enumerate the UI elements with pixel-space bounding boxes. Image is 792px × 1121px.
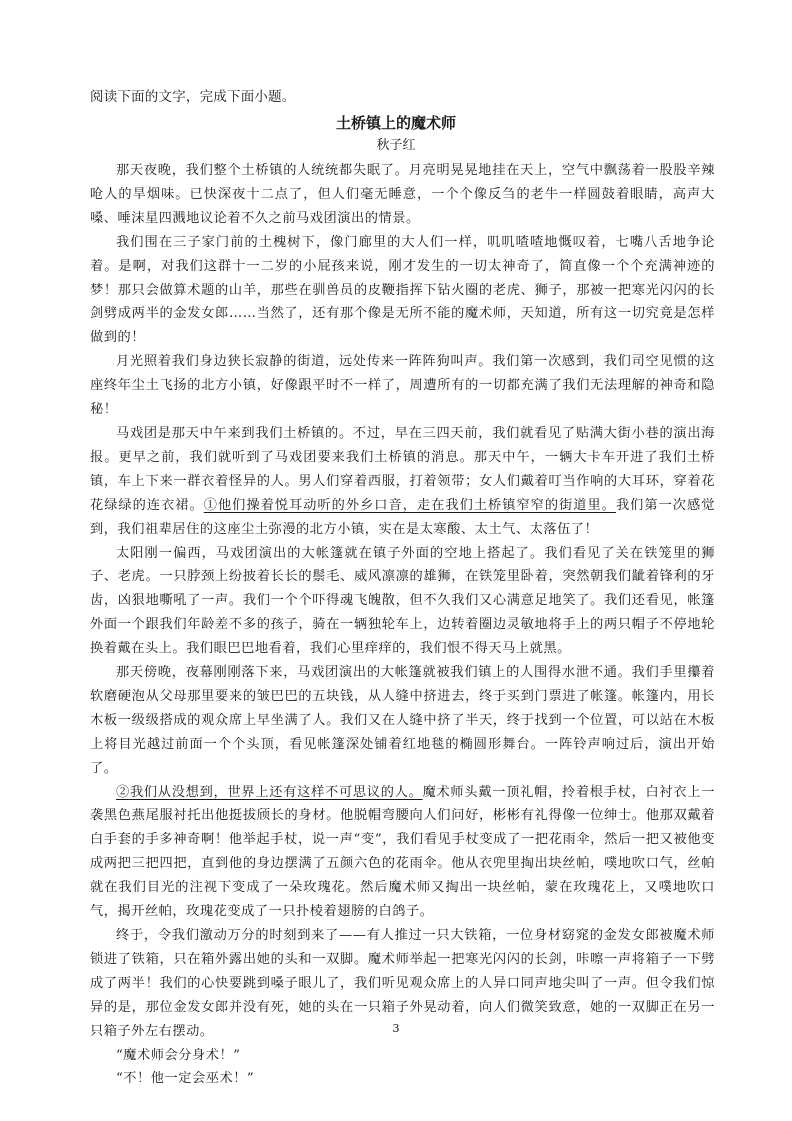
- paragraph-8: 终于，令我们激动万分的时刻到来了——有人推过一只大铁箱，一位身材窈窕的金发女郎被魔术师锁进了铁箱，只在箱外露出她的头和一双脚。魔术师举起一把寒光闪闪的长剑，咔嚓一声将箱子一下劈成了两半！我们的心快要跳到嗓子眼儿了，我们听见观众席上的人异口同声地尖叫了一声。但令我们惊异的是，那位金发女郎并没有死，她的头在一只箱子外晃动着，向人们微笑致意，她的一双脚正在另一只箱子外左右摆动。: [90, 928, 715, 1039]
- paragraph-5: 太阳刚一偏西，马戏团演出的大帐篷就在镇子外面的空地上搭起了。我们看见了关在铁笼里的狮子、老虎。一只脖颈上纷披着长长的鬃毛、威风凛凛的雄狮，在铁笼里卧着，突然朝我们龇着锋利的牙齿，凶狠地嘶吼了一声。我们一个个吓得魂飞魄散，但不久我们又心满意足地笑了。我们还看见，帐篷外面一个跟我们年龄差不多的孩子，骑在一辆独轮车上，边转着圈边灵敏地将手上的两只帽子不停地轮换着戴在头上。我们眼巴巴地看着，我们心里痒痒的，我们恨不得天马上就黑。: [90, 545, 715, 657]
- paragraph-7-text-after: 魔术师头戴一顶礼帽，拎着根手杖，白衬衣上一袭黑色燕尾服衬托出他挺拔颀长的身材。他脱帽弯腰向人们问好，彬彬有礼得像一位绅士。他那双戴着白手套的手多神奇啊！他举起手杖，说一声“变”，我们看见手杖变成了一把花雨伞，然后一把又被他变成两把三把四把，直到他的身边摆满了五颜六色的花雨伞。他从衣兜里掏出块丝帕，噗地吹口气，丝帕就在我们目光的注视下变成了一朵玫瑰花。然后魔术师又掏出一块丝帕，蒙在玫瑰花上，又噗地吹口气，揭开丝帕，玫瑰花变成了一只扑棱着翅膀的白鸽子。: [90, 784, 715, 920]
- paragraph-3: 月光照着我们身边狭长寂静的街道，远处传来一阵阵狗叫声。我们第一次感到，我们司空见惯的这座终年尘土飞扬的北方小镇，好像跟平时不一样了，周遭所有的一切都充满了我们无法理解的神奇和隐秘！: [90, 354, 715, 418]
- underlined-sentence-1: [204, 498, 616, 513]
- article-title: 土桥镇上的魔术师: [335, 114, 456, 132]
- paragraph-4-text-after: 我们第一次感觉到，我们祖辈居住的这座尘土弥漫的北方小镇，实在是太寒酸、太土气、太落伍了！: [90, 497, 715, 537]
- sentence-marker-2: ②: [116, 784, 130, 800]
- article-author: 秋子红: [376, 138, 416, 153]
- paragraph-10: “不！他一定会巫术！”: [116, 1071, 255, 1087]
- paragraph-2: 我们围在三子家门前的土槐树下，像门廊里的大人们一样，叽叽喳喳地慨叹着，七嘴八舌地争论着。是啊，对我们这群十一二岁的小屁孩来说，刚才发生的一切太神奇了，简直像一个个充满神迹的梦！那只会做算术题的山羊，那些在驯兽员的皮鞭指挥下钻火圈的老虎、狮子，那被一把寒光闪闪的长剑劈成两半的金发女郎……当然了，还有那个像是无所不能的魔术师，天知道，所有这一切究竟是怎样做到的！: [90, 234, 715, 346]
- article-body: [90, 159, 715, 1091]
- paragraph-6: 那天傍晚，夜幕刚刚落下来，马戏团演出的大帐篷就被我们镇上的人围得水泄不通。我们手里攥着软磨硬泡从父母那里要来的皱巴巴的五块钱，从人缝中挤进去，终于买到门票进了帐篷。帐篷内，用长木板一级级搭成的观众席上早坐满了人。我们又在人缝中挤了半天，终于找到一个位置，可以站在木板上将目光越过前面一个个头顶，看见帐篷深处铺着红地毯的椭圆形舞台。一阵铃声响过后，演出开始了。: [90, 665, 715, 776]
- question-instruction: 阅读下面的文字，完成下面小题。: [90, 89, 296, 105]
- paragraph-4: [90, 422, 715, 542]
- page-number: 3: [392, 1022, 400, 1035]
- paragraph-9: “魔术师会分身术！”: [116, 1047, 241, 1063]
- paragraph-4-text-before: 马戏团是那天中午来到我们土桥镇的。不过，早在三四天前，我们就看见了贴满大街小巷的演出海报。更早之前，我们就听到了马戏团要来我们土桥镇的消息。那天中午，一辆大卡车开进了我们土桥镇，车上下来一群衣着怪异的人。男人们穿着西服，打着领带；女人们戴着叮当作响的大耳环，穿着花花绿绿的连衣裙。: [90, 425, 715, 513]
- sentence-marker-1: ①: [203, 497, 218, 513]
- paragraph-7: [90, 781, 715, 924]
- underlined-sentence-2: [116, 785, 423, 800]
- paragraph-1: 那天夜晚，我们整个土桥镇的人统统都失眠了。月亮明晃晃地挂在天上，空气中飘荡着一股股辛辣呛人的旱烟味。已快深夜十二点了，但人们毫无睡意，一个个像反刍的老牛一样圆鼓着眼睛，高声大嗓、唾沫星四溅地议论着不久之前马戏团演出的情景。: [90, 163, 715, 226]
- underlined-sentence-2-text: 我们从没想到，世界上还有这样不可思议的人。: [129, 784, 423, 800]
- underlined-sentence-1-text: 他们操着悦耳动听的外乡口音，走在我们土桥镇窄窄的街道里。: [217, 497, 616, 513]
